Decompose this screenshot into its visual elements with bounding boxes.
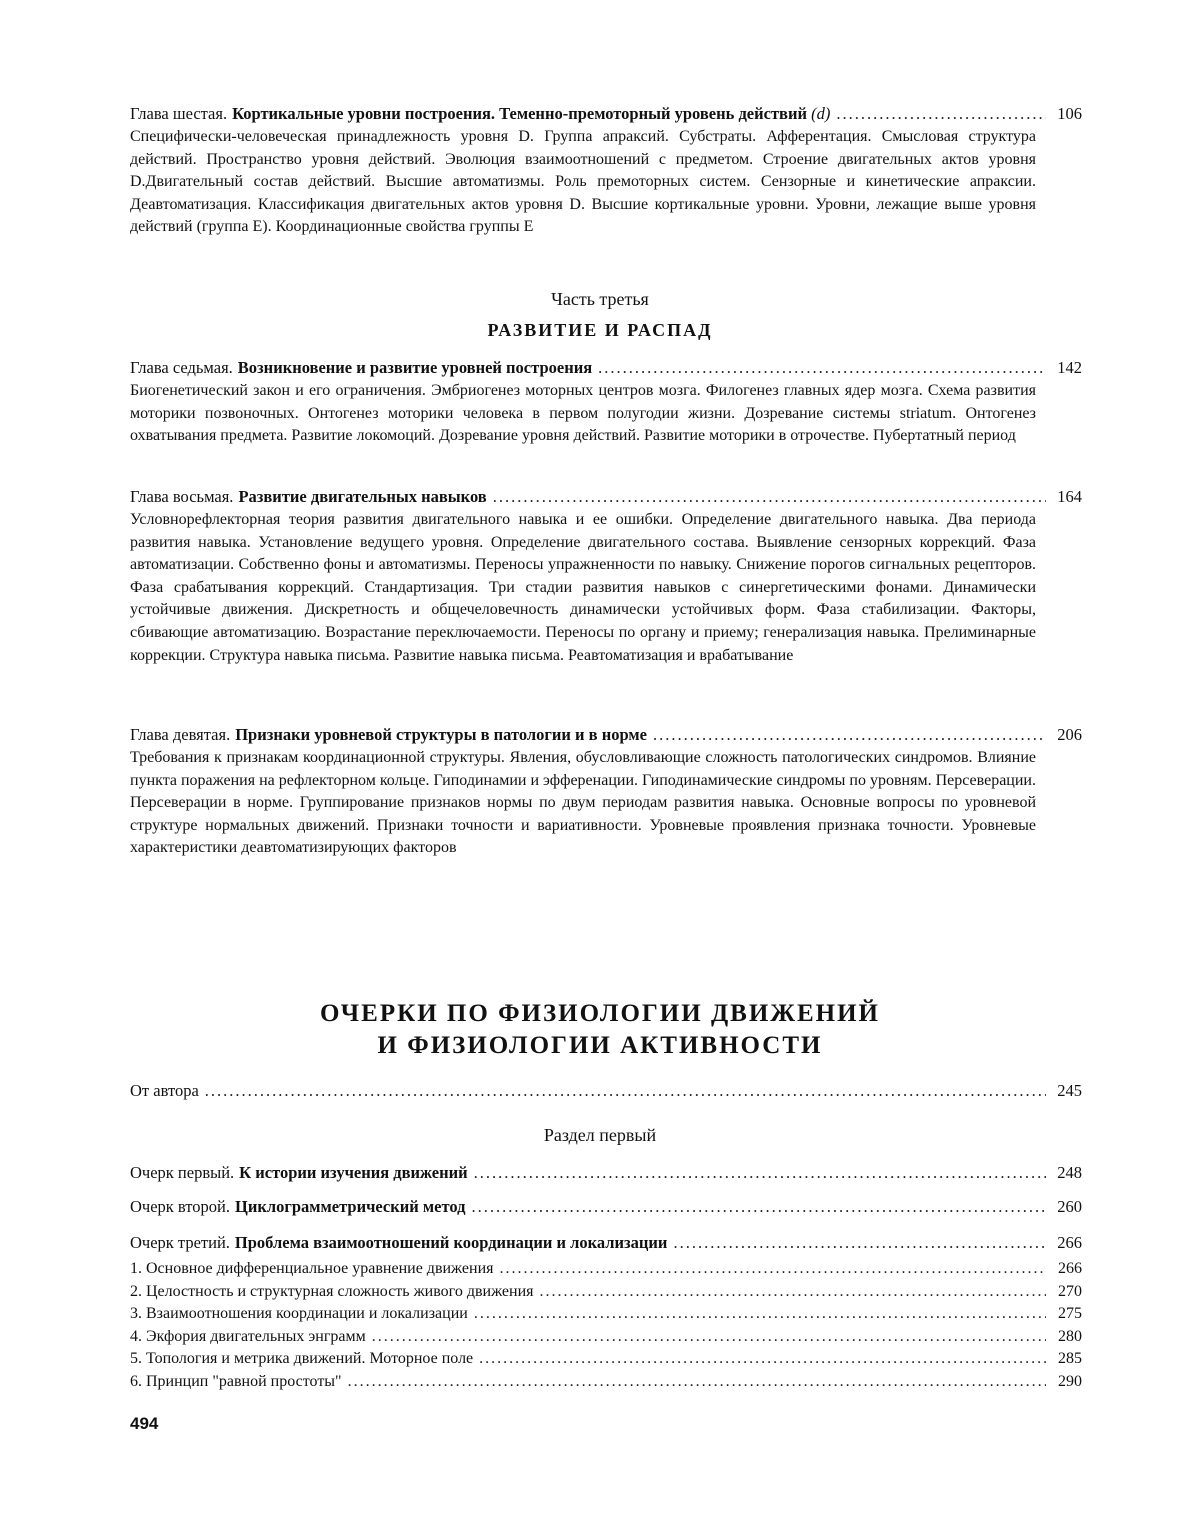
toc-entry (130, 1197, 1082, 1217)
dot-leader (499, 1258, 1046, 1281)
entry-title: От автора (130, 1081, 199, 1100)
essay-page-number: 248 (1057, 1163, 1082, 1182)
book-title-line-2: И ФИЗИОЛОГИИ АКТИВНОСТИ (377, 1032, 823, 1059)
essay-prefix: Очерк второй. (130, 1197, 231, 1216)
chapter-page-number: 164 (1057, 487, 1082, 506)
chapter-description: Биогенетический закон и его ограничения. Эмбриогенез моторных центров мозга. Филогенез главных ядер мозга. Схема развития моторики позвоночных. Онтогенез моторики человека в первом полугодии жизни. Дозревание системы striatum. Онтогенез охватывания предмета. Развитие локомоций. Дозревание уровня действий. Развитие моторики в отрочестве. Пубертатный период (130, 382, 1036, 445)
chapter-heading (130, 486, 1082, 508)
chapter-title (232, 103, 830, 125)
dot-leader (493, 486, 1046, 508)
dot-leader (474, 1303, 1046, 1326)
subsection-page-number: 285 (1058, 1350, 1082, 1368)
chapter-heading (130, 357, 1082, 379)
subsection-title: 6. Принцип "равной простоты" (130, 1372, 342, 1390)
chapter-prefix: Глава шестая. (130, 104, 228, 123)
chapter-title: Возникновение и развитие уровней построения (237, 358, 593, 377)
dot-leader (479, 1348, 1046, 1371)
subsection-entry (130, 1326, 1082, 1349)
subsection-title: 1. Основное дифференциальное уравнение движения (130, 1260, 494, 1277)
dot-leader (598, 357, 1046, 379)
essay-prefix: Очерк третий. (130, 1233, 230, 1252)
chapter-prefix: Глава восьмая. (130, 487, 234, 506)
part-label: Часть третья (551, 289, 649, 309)
toc-essay-2 (130, 1197, 1082, 1217)
dot-leader (540, 1281, 1047, 1304)
subsection-title: 4. Экфория двигательных энграмм (130, 1327, 366, 1345)
toc-chapter-9 (130, 724, 1082, 860)
subsection-page-number: 275 (1058, 1305, 1082, 1323)
toc-chapter-6 (130, 103, 1082, 239)
subsection-entry (130, 1258, 1082, 1281)
chapter-description: Специфически-человеческая принадлежность уровня D. Группа апраксий. Субстраты. Афферентация. Смысловая структура действий. Пространство уровня действий. Эволюция взаимоотношений с предметом. Строение двигательных актов уровня D.Двигательный состав действий. Высшие автоматизмы. Роль премоторных систем. Сензорные и кинетические апраксии. Деавтоматизация. Классификация двигательных актов уровня D. Высшие кортикальные уровни. Уровни, лежащие выше уровня действий (группа E). Координационные свойства группы E (130, 128, 1036, 236)
subsection-page-number: 266 (1058, 1260, 1082, 1277)
chapter-heading (130, 103, 1082, 125)
chapter-description: Условнорефлекторная теория развития двигательного навыка и ее ошибки. Определение двигательного навыка. Два периода развития навыка. Установление ведущего уровня. Определение двигательного состава. Выявление сензорных коррекций. Фаза автоматизации. Собственно фоны и автоматизмы. Переносы упражненности по навыку. Снижение порогов сигнальных рецепторов. Фаза срабатывания коррекций. Стандартизация. Три стадии развития навыков с синергетическими фонами. Динамически устойчивые движения. Дискретность и общечеловечность динамически устойчивых форм. Фаза стабилизации. Факторы, сбивающие автоматизацию. Возрастание переключаемости. Переносы по органу и приему; генерализация навыка. Прелиминарные коррекции. Структура навыка письма. Развитие навыка письма. Реавтоматизация и врабатывание (130, 511, 1036, 664)
essay-title: Циклограмметрический метод (235, 1197, 466, 1216)
dot-leader (836, 103, 1046, 125)
subsection-page-number: 280 (1058, 1327, 1082, 1345)
toc-entry (130, 1233, 1082, 1253)
chapter-heading (130, 724, 1082, 746)
dot-leader (372, 1326, 1046, 1349)
section-label: Раздел первый (543, 1125, 657, 1145)
chapter-title: Развитие двигательных навыков (238, 487, 487, 506)
chapter-title: Признаки уровневой структуры в патологии и в норме (235, 725, 647, 744)
chapter-page-number: 106 (1057, 104, 1082, 123)
chapter-prefix: Глава девятая. (130, 725, 231, 744)
chapter-description: Требования к признакам координационной структуры. Явления, обусловливающие сложность патологических синдромов. Влияние пункта поражения на рефлекторном кольце. Гиподинамии и эфференации. Гиподинамические синдромы по уровням. Персеверации. Персеверации в норме. Группирование признаков нормы по двум периодам развития навыка. Основные вопросы по уровневой структуре нормальных движений. Признаки точности и вариативности. Уровневые проявления признака точности. Уровневые характеристики деавтоматизирующих факторов (130, 749, 1036, 857)
toc-subsections (130, 1258, 1082, 1394)
essay-page-number: 266 (1057, 1233, 1082, 1252)
dot-leader (474, 1163, 1046, 1183)
page-number: 494 (130, 1414, 159, 1433)
essay-title: К истории изучения движений (239, 1163, 468, 1182)
toc-entry (130, 1081, 1082, 1101)
toc-from-author (130, 1081, 1082, 1101)
subsection-title: 3. Взаимоотношения координации и локализации (130, 1305, 468, 1323)
subsection-page-number: 270 (1058, 1282, 1082, 1300)
chapter-page-number: 206 (1057, 725, 1082, 744)
dot-leader (205, 1081, 1046, 1101)
toc-entry (130, 1163, 1082, 1183)
subsection-page-number: 290 (1058, 1372, 1082, 1390)
subsection-title: 2. Целостность и структурная сложность живого движения (130, 1282, 534, 1300)
subsection-entry (130, 1371, 1082, 1394)
toc-chapter-8 (130, 486, 1082, 667)
subsection-entry (130, 1303, 1082, 1326)
toc-essay-1 (130, 1163, 1082, 1183)
part-title: РАЗВИТИЕ И РАСПАД (487, 320, 713, 340)
dot-leader (673, 1233, 1046, 1253)
dot-leader (471, 1197, 1046, 1217)
dot-leader (653, 724, 1046, 746)
chapter-title-suffix: (d) (811, 104, 831, 123)
book-title-line-1: ОЧЕРКИ ПО ФИЗИОЛОГИИ ДВИЖЕНИЙ (319, 1000, 880, 1027)
subsection-title: 5. Топология и метрика движений. Моторное поле (130, 1350, 474, 1368)
chapter-title-text: Кортикальные уровни построения. Теменно-премоторный уровень действий (232, 104, 807, 123)
entry-page-number: 245 (1057, 1081, 1082, 1100)
chapter-page-number: 142 (1057, 358, 1082, 377)
essay-prefix: Очерк первый. (130, 1163, 235, 1182)
essay-title: Проблема взаимоотношений координации и локализации (234, 1233, 668, 1252)
toc-essay-3 (130, 1233, 1082, 1253)
dot-leader (348, 1371, 1046, 1394)
book-title (0, 998, 1200, 1062)
essay-page-number: 260 (1057, 1197, 1082, 1216)
subsection-entry (130, 1281, 1082, 1304)
toc-chapter-7 (130, 357, 1082, 448)
subsection-entry (130, 1348, 1082, 1371)
chapter-prefix: Глава седьмая. (130, 358, 233, 377)
